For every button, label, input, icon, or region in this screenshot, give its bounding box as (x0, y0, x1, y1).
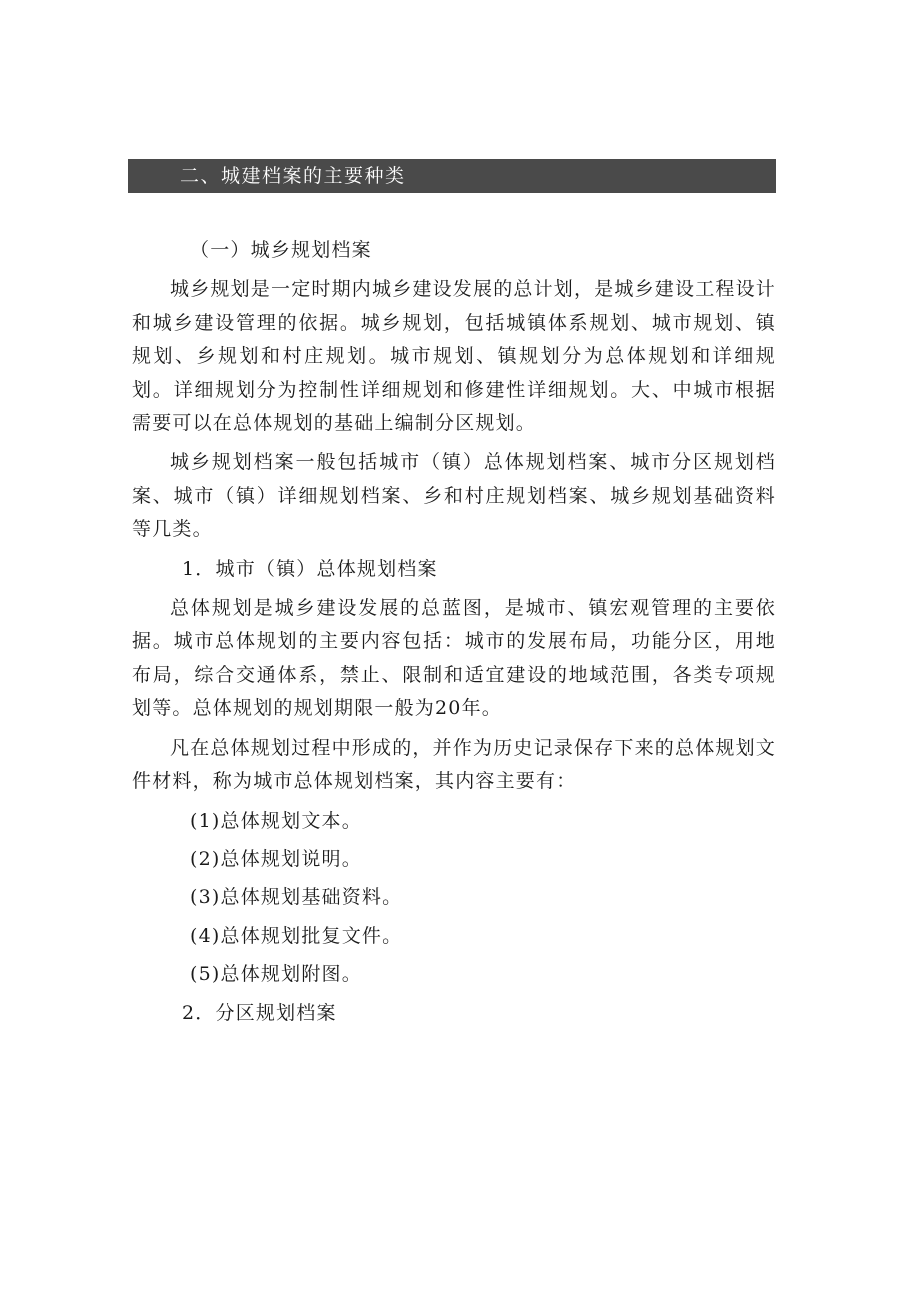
list-item: (5)总体规划附图。 (190, 963, 362, 986)
section-title: 二、城建档案的主要种类 (128, 159, 776, 193)
list-item: (2)总体规划说明。 (190, 847, 362, 870)
paragraph: 城乡规划是一定时期内城乡建设发展的总计划，是城乡建设工程设计和城乡建设管理的依据。城乡规划，包括城镇体系规划、城市规划、镇规划、乡规划和村庄规划。城市规划、镇规划分为总体规划和详细规划。详细规划分为控制性详细规划和修建性详细规划。大、中城市根据需要可以在总体规划的基础上编制分区规划。 (132, 278, 777, 435)
paragraph: 总体规划是城乡建设发展的总蓝图，是城市、镇宏观管理的主要依据。城市总体规划的主要内容包括：城市的发展布局，功能分区，用地布局，综合交通体系，禁止、限制和适宜建设的地域范围，各类专项规划等。总体规划的规划期限一般为20年。 (132, 597, 776, 720)
list-item: (3)总体规划基础资料。 (190, 886, 403, 909)
list-item: (4)总体规划批复文件。 (190, 924, 403, 947)
list-item: (1)总体规划文本。 (190, 809, 362, 832)
subsection-heading: （一）城乡规划档案 (190, 239, 372, 261)
document-body (132, 234, 776, 1036)
item-heading: 1．城市（镇）总体规划档案 (182, 557, 438, 580)
item-heading: 2．分区规划档案 (182, 1001, 337, 1024)
paragraph: 凡在总体规划过程中形成的，并作为历史记录保存下来的总体规划文件材料，称为城市总体规划档案，其内容主要有： (132, 736, 777, 793)
paragraph: 城乡规划档案一般包括城市（镇）总体规划档案、城市分区规划档案、城市（镇）详细规划档案、乡和村庄规划档案、城乡规划基础资料等几类。 (132, 451, 776, 541)
